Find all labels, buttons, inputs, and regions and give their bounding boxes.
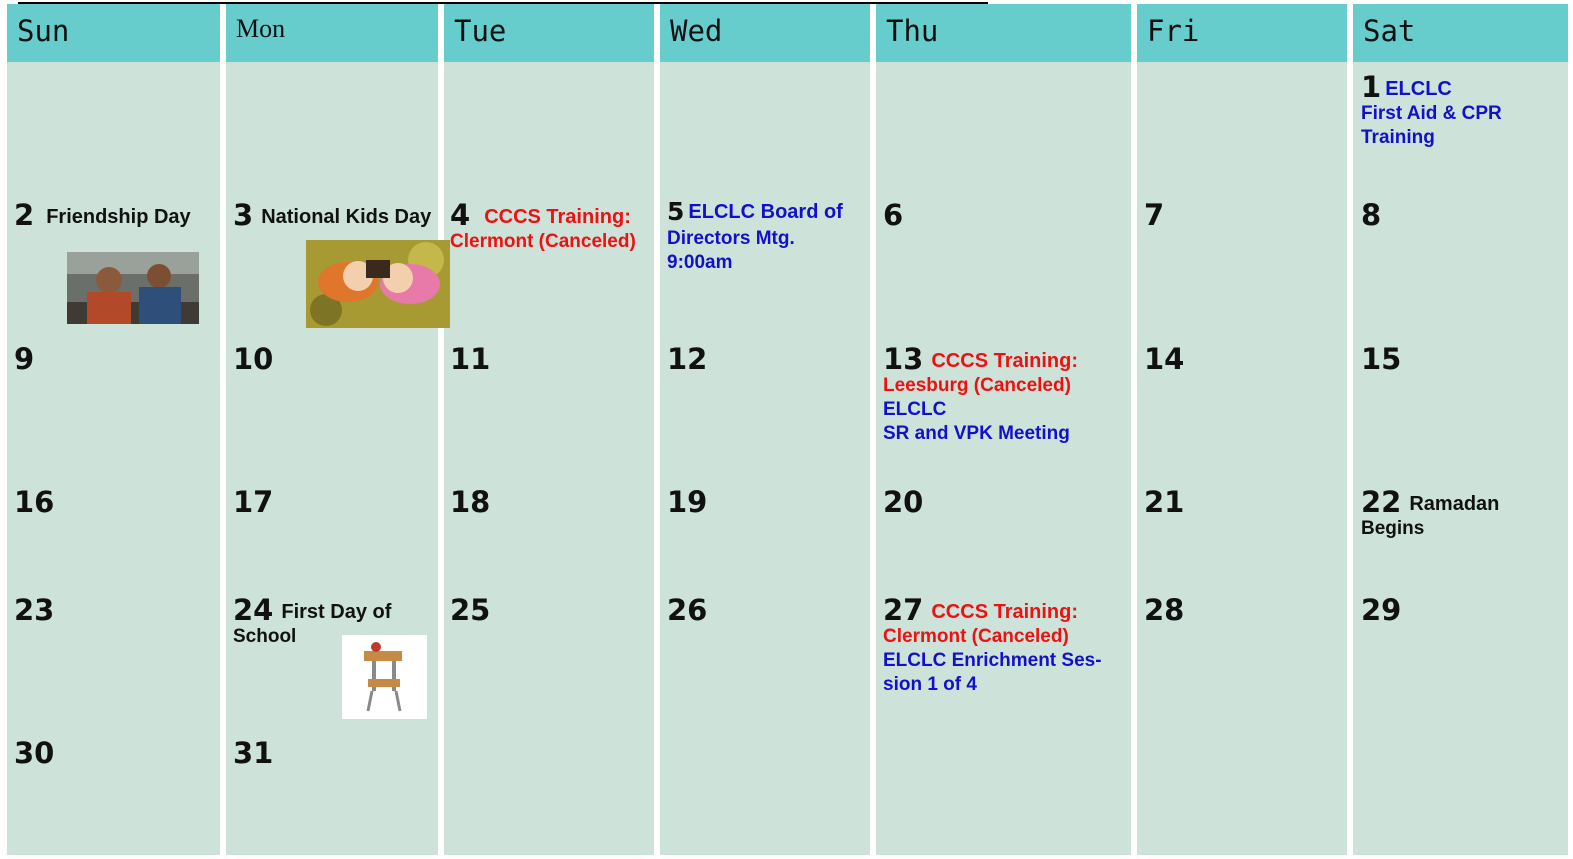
day-number: 18	[450, 485, 491, 519]
event-line: sion 1 of 4	[883, 674, 977, 695]
day-cell-4	[450, 200, 636, 254]
event-line: Clermont (Canceled)	[883, 626, 1069, 647]
event-line: Leesburg (Canceled)	[883, 375, 1071, 396]
day-number: 22	[1361, 485, 1402, 519]
event-line: Directors Mtg.	[667, 228, 795, 249]
header-sat	[1353, 4, 1568, 62]
header-tue	[444, 4, 654, 62]
day-cell-21	[1144, 487, 1184, 517]
day-cell-18	[450, 487, 490, 517]
column-fri	[1137, 4, 1347, 855]
day-number: 10	[233, 342, 274, 376]
day-cell-12	[667, 344, 707, 374]
day-number: 31	[233, 736, 274, 770]
day-cell-23	[14, 595, 54, 625]
day-number: 28	[1144, 593, 1185, 627]
day-cell-25	[450, 595, 490, 625]
day-cell-8	[1361, 200, 1381, 230]
column-tue	[444, 4, 654, 855]
event-line: School	[233, 626, 297, 647]
column-mon	[226, 4, 438, 855]
header-fri	[1137, 4, 1347, 62]
day-cell-3	[233, 200, 431, 230]
day-cell-14	[1144, 344, 1184, 374]
column-wed	[660, 4, 870, 855]
event-title: CCCS Training:	[931, 601, 1079, 623]
day-cell-6	[883, 200, 903, 230]
header-wed	[660, 4, 870, 62]
event-title: Ramadan	[1409, 493, 1500, 515]
header-mon	[226, 4, 438, 62]
day-cell-22	[1361, 487, 1499, 541]
day-cell-5	[667, 197, 843, 275]
event-line: Clermont (Canceled)	[450, 231, 636, 252]
day-number: 12	[667, 342, 708, 376]
event-title: National Kids Day	[261, 206, 432, 228]
day-number: 1	[1361, 70, 1382, 104]
header-label: Wed	[670, 14, 723, 48]
day-cell-27	[883, 595, 1102, 697]
day-cell-20	[883, 487, 923, 517]
day-cell-9	[14, 344, 34, 374]
event-line: 9:00am	[667, 252, 733, 273]
header-thu	[876, 4, 1131, 62]
day-number: 19	[667, 485, 708, 519]
day-number: 25	[450, 593, 491, 627]
day-cell-29	[1361, 595, 1401, 625]
day-cell-15	[1361, 344, 1401, 374]
day-cell-19	[667, 487, 707, 517]
header-label: Mon	[236, 14, 286, 43]
event-line: ELCLC Enrichment Ses-	[883, 650, 1102, 671]
day-number: 17	[233, 485, 274, 519]
day-cell-30	[14, 738, 54, 768]
day-number: 27	[883, 593, 924, 627]
event-line: Begins	[1361, 518, 1425, 539]
day-number: 5	[667, 197, 685, 226]
header-sun	[7, 4, 220, 62]
day-cell-10	[233, 344, 273, 374]
day-number: 24	[233, 593, 274, 627]
header-label: Fri	[1147, 14, 1200, 48]
day-cell-13	[883, 344, 1078, 446]
day-number: 29	[1361, 593, 1402, 627]
day-cell-16	[14, 487, 54, 517]
event-line: Training	[1361, 127, 1435, 148]
event-title: Friendship Day	[46, 206, 191, 228]
day-number: 11	[450, 342, 491, 376]
day-cell-11	[450, 344, 490, 374]
event-title: ELCLC Board of	[688, 201, 843, 223]
header-label: Sun	[17, 14, 70, 48]
day-number: 30	[14, 736, 55, 770]
friendship-day-photo	[67, 252, 199, 324]
header-label: Sat	[1363, 14, 1416, 48]
day-number: 6	[883, 198, 904, 232]
day-cell-26	[667, 595, 707, 625]
day-number: 7	[1144, 198, 1165, 232]
day-number: 20	[883, 485, 924, 519]
national-kids-day-photo	[306, 240, 450, 328]
day-number: 21	[1144, 485, 1185, 519]
day-number: 14	[1144, 342, 1185, 376]
day-number: 8	[1361, 198, 1382, 232]
event-title: First Day of	[281, 601, 392, 623]
day-cell-17	[233, 487, 273, 517]
day-cell-1	[1361, 72, 1502, 150]
school-desk-photo	[342, 635, 427, 719]
day-cell-28	[1144, 595, 1184, 625]
event-title: CCCS Training:	[484, 206, 631, 228]
day-number: 16	[14, 485, 55, 519]
day-number: 13	[883, 342, 924, 376]
day-cell-7	[1144, 200, 1164, 230]
header-label: Thu	[886, 14, 939, 48]
event-title: ELCLC	[1385, 78, 1452, 100]
day-number: 4	[450, 198, 471, 232]
header-label: Tue	[454, 14, 507, 48]
day-cell-31	[233, 738, 273, 768]
event-line: First Aid & CPR	[1361, 103, 1502, 124]
day-cell-2	[14, 200, 191, 230]
event-title: CCCS Training:	[931, 350, 1079, 372]
day-number: 9	[14, 342, 35, 376]
day-number: 15	[1361, 342, 1402, 376]
column-sun	[7, 4, 220, 855]
day-number: 23	[14, 593, 55, 627]
day-number: 26	[667, 593, 708, 627]
day-number: 2	[14, 198, 35, 232]
event-line: ELCLC	[883, 399, 947, 420]
event-line: SR and VPK Meeting	[883, 423, 1070, 444]
day-number: 3	[233, 198, 254, 232]
